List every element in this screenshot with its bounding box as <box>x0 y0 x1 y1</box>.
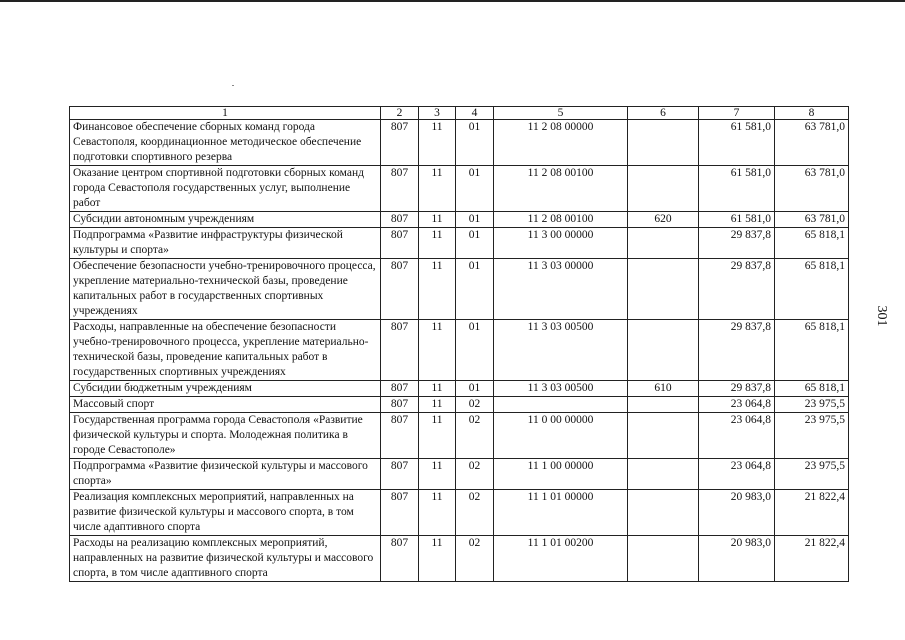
row-csr: 11 3 03 00000 <box>494 259 628 320</box>
row-name: Субсидии автономным учреждениям <box>70 212 381 228</box>
header-cell: 2 <box>381 107 419 120</box>
row-sum2: 21 822,4 <box>775 536 849 582</box>
table-row <box>70 381 849 397</box>
row-pr: 02 <box>456 459 494 490</box>
table-row <box>70 490 849 536</box>
row-pr: 02 <box>456 536 494 582</box>
row-vr <box>628 259 699 320</box>
table-row <box>70 212 849 228</box>
row-name: Финансовое обеспечение сборных команд города Севастополя, координационное методическое обеспечение подготовки спортивного резерва <box>70 120 381 166</box>
page-number: 301 <box>874 305 889 327</box>
row-name: Государственная программа города Севастополя «Развитие физической культуры и спорта. Молодежная политика в городе Севастополе» <box>70 413 381 459</box>
row-vr <box>628 413 699 459</box>
row-csr: 11 2 08 00100 <box>494 212 628 228</box>
row-rz: 11 <box>419 259 456 320</box>
row-csr <box>494 397 628 413</box>
scan-top-border <box>0 0 905 2</box>
row-ved: 807 <box>381 120 419 166</box>
row-vr <box>628 397 699 413</box>
row-vr <box>628 228 699 259</box>
row-sum1: 23 064,8 <box>699 397 775 413</box>
header-cell: 1 <box>70 107 381 120</box>
row-vr: 610 <box>628 381 699 397</box>
row-name: Подпрограмма «Развитие инфраструктуры физической культуры и спорта» <box>70 228 381 259</box>
row-pr: 02 <box>456 397 494 413</box>
row-rz: 11 <box>419 490 456 536</box>
row-pr: 01 <box>456 120 494 166</box>
row-pr: 02 <box>456 413 494 459</box>
row-csr: 11 3 03 00500 <box>494 381 628 397</box>
row-ved: 807 <box>381 397 419 413</box>
row-sum2: 63 781,0 <box>775 212 849 228</box>
row-rz: 11 <box>419 228 456 259</box>
row-pr: 01 <box>456 320 494 381</box>
row-ved: 807 <box>381 320 419 381</box>
row-name: Подпрограмма «Развитие физической культуры и массового спорта» <box>70 459 381 490</box>
table-row <box>70 459 849 490</box>
table-row <box>70 120 849 166</box>
row-name: Массовый спорт <box>70 397 381 413</box>
row-name: Реализация комплексных мероприятий, направленных на развитие физической культуры и массового спорта, в том числе адаптивного спорта <box>70 490 381 536</box>
row-name: Обеспечение безопасности учебно-тренировочного процесса, укрепление материально-технической базы, проведение капитальных работ в государственных спортивных учреждениях <box>70 259 381 320</box>
header-row <box>70 107 849 120</box>
row-rz: 11 <box>419 536 456 582</box>
row-csr: 11 2 08 00100 <box>494 166 628 212</box>
row-name: Субсидии бюджетным учреждениям <box>70 381 381 397</box>
row-sum2: 65 818,1 <box>775 320 849 381</box>
row-name: Оказание центром спортивной подготовки сборных команд города Севастополя государственных услуг, выполнение работ <box>70 166 381 212</box>
row-rz: 11 <box>419 397 456 413</box>
row-sum1: 29 837,8 <box>699 320 775 381</box>
row-pr: 01 <box>456 259 494 320</box>
row-csr: 11 1 00 00000 <box>494 459 628 490</box>
row-csr: 11 2 08 00000 <box>494 120 628 166</box>
row-sum2: 63 781,0 <box>775 120 849 166</box>
table-row <box>70 320 849 381</box>
row-pr: 02 <box>456 490 494 536</box>
row-sum2: 23 975,5 <box>775 397 849 413</box>
row-pr: 01 <box>456 212 494 228</box>
row-rz: 11 <box>419 212 456 228</box>
row-sum1: 23 064,8 <box>699 459 775 490</box>
row-csr: 11 3 00 00000 <box>494 228 628 259</box>
row-sum1: 23 064,8 <box>699 413 775 459</box>
row-sum1: 61 581,0 <box>699 120 775 166</box>
row-name: Расходы на реализацию комплексных мероприятий, направленных на развитие физической культуры и массового спорта, в том числе адаптивного спорта <box>70 536 381 582</box>
row-vr: 620 <box>628 212 699 228</box>
row-csr: 11 1 01 00000 <box>494 490 628 536</box>
scan-speck <box>232 85 234 86</box>
budget-table <box>69 106 849 582</box>
row-rz: 11 <box>419 381 456 397</box>
table-row <box>70 397 849 413</box>
row-csr: 11 0 00 00000 <box>494 413 628 459</box>
row-sum2: 23 975,5 <box>775 459 849 490</box>
row-pr: 01 <box>456 228 494 259</box>
table-row <box>70 536 849 582</box>
header-cell: 5 <box>494 107 628 120</box>
row-ved: 807 <box>381 228 419 259</box>
header-cell: 8 <box>775 107 849 120</box>
row-vr <box>628 120 699 166</box>
row-csr: 11 3 03 00500 <box>494 320 628 381</box>
table-row <box>70 413 849 459</box>
row-sum1: 61 581,0 <box>699 212 775 228</box>
table-row <box>70 259 849 320</box>
row-vr <box>628 536 699 582</box>
row-sum2: 65 818,1 <box>775 381 849 397</box>
row-pr: 01 <box>456 166 494 212</box>
row-sum2: 23 975,5 <box>775 413 849 459</box>
row-sum2: 63 781,0 <box>775 166 849 212</box>
row-vr <box>628 490 699 536</box>
row-name: Расходы, направленные на обеспечение безопасности учебно-тренировочного процесса, укрепление материально-технической базы, проведение капитальных работ в государственных спортивных учреждениях <box>70 320 381 381</box>
row-sum2: 65 818,1 <box>775 259 849 320</box>
row-ved: 807 <box>381 490 419 536</box>
row-ved: 807 <box>381 536 419 582</box>
row-ved: 807 <box>381 459 419 490</box>
table-row <box>70 228 849 259</box>
row-csr: 11 1 01 00200 <box>494 536 628 582</box>
table-row <box>70 166 849 212</box>
row-sum1: 29 837,8 <box>699 259 775 320</box>
row-sum1: 20 983,0 <box>699 536 775 582</box>
row-ved: 807 <box>381 381 419 397</box>
row-rz: 11 <box>419 413 456 459</box>
row-sum1: 20 983,0 <box>699 490 775 536</box>
row-rz: 11 <box>419 320 456 381</box>
row-sum1: 29 837,8 <box>699 228 775 259</box>
row-vr <box>628 459 699 490</box>
row-sum2: 65 818,1 <box>775 228 849 259</box>
row-sum1: 61 581,0 <box>699 166 775 212</box>
row-vr <box>628 166 699 212</box>
row-rz: 11 <box>419 120 456 166</box>
row-ved: 807 <box>381 413 419 459</box>
row-sum2: 21 822,4 <box>775 490 849 536</box>
header-cell: 3 <box>419 107 456 120</box>
row-rz: 11 <box>419 459 456 490</box>
header-cell: 4 <box>456 107 494 120</box>
row-ved: 807 <box>381 212 419 228</box>
row-ved: 807 <box>381 259 419 320</box>
row-ved: 807 <box>381 166 419 212</box>
row-rz: 11 <box>419 166 456 212</box>
row-vr <box>628 320 699 381</box>
row-sum1: 29 837,8 <box>699 381 775 397</box>
header-cell: 7 <box>699 107 775 120</box>
row-pr: 01 <box>456 381 494 397</box>
header-cell: 6 <box>628 107 699 120</box>
